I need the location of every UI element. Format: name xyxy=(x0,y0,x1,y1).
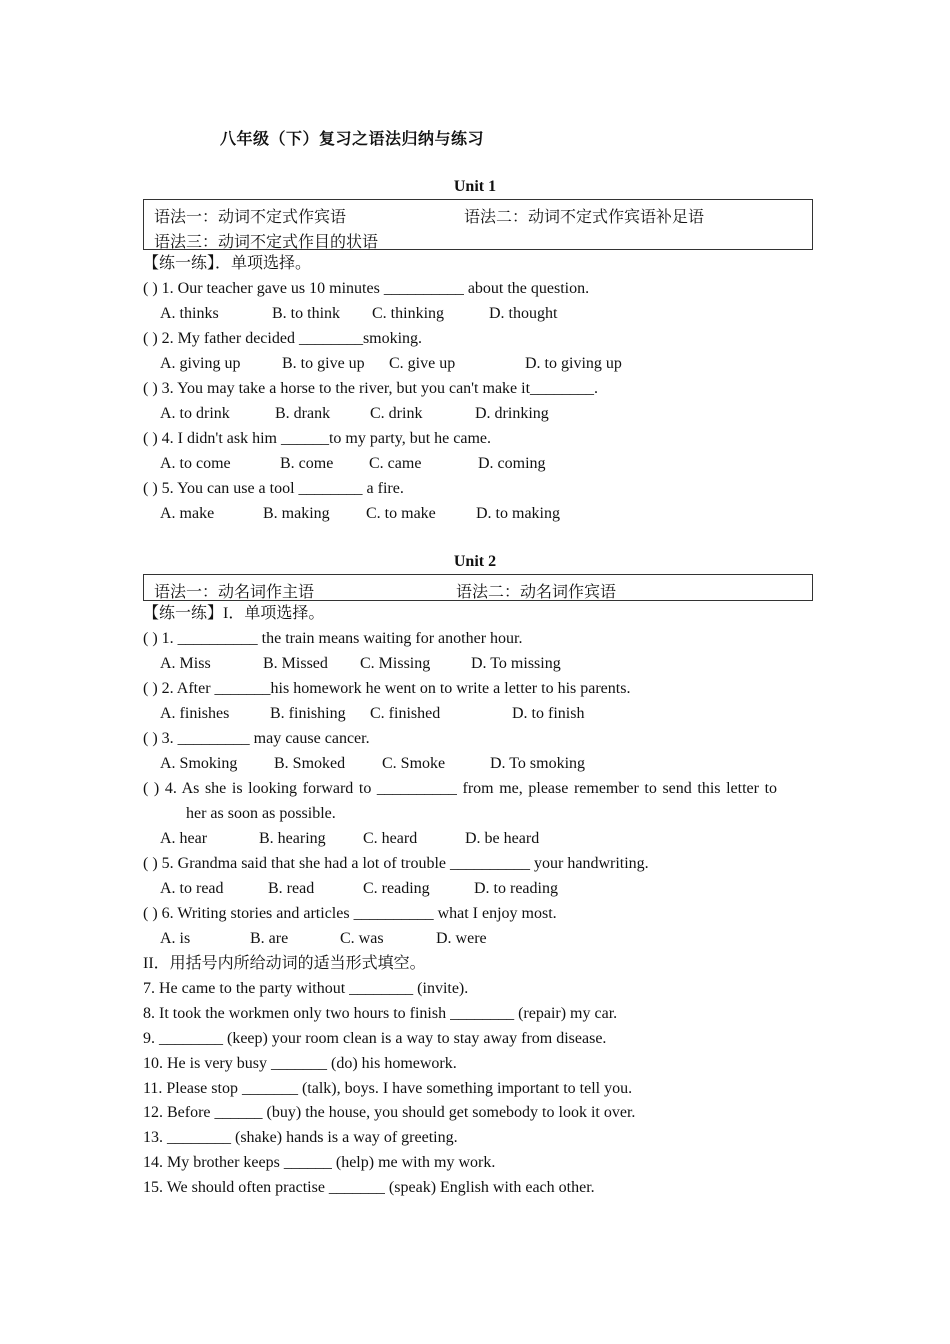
unit1-heading: Unit 1 xyxy=(453,178,497,195)
unit2-q4-opt-b: B. hearing xyxy=(259,830,326,847)
unit2-q1-opt-c: C. Missing xyxy=(360,655,431,672)
unit1-q5-opt-c: C. to make xyxy=(366,505,436,522)
unit2-q1-opt-b: B. Missed xyxy=(263,655,328,672)
fill-item-9: 9. ________ (keep) your room clean is a way to stay away from disease. xyxy=(143,1030,607,1047)
unit1-grammar-box xyxy=(143,199,813,250)
unit1-q4: ( ) 4. I didn't ask him ______to my party, but he came. xyxy=(143,430,491,447)
unit2-q5: ( ) 5. Grandma said that she had a lot of trouble __________ your handwriting. xyxy=(143,855,649,872)
unit2-q2-opt-d: D. to finish xyxy=(512,705,585,722)
unit2-q6-opt-b: B. are xyxy=(250,930,289,947)
unit2-q6-opt-a: A. is xyxy=(160,930,191,947)
unit1-q5: ( ) 5. You can use a tool ________ a fire. xyxy=(143,480,404,497)
fill-item-12: 12. Before ______ (buy) the house, you should get somebody to look it over. xyxy=(143,1104,636,1121)
fill-item-15: 15. We should often practise _______ (speak) English with each other. xyxy=(143,1179,595,1196)
unit2-q1-opt-a: A. Miss xyxy=(160,655,211,672)
unit1-q4-opt-d: D. coming xyxy=(478,455,546,472)
unit1-q3-opt-a: A. to drink xyxy=(160,405,230,422)
unit2-q3-opt-c: C. Smoke xyxy=(382,755,446,772)
unit2-q5-opt-b: B. read xyxy=(268,880,315,897)
unit2-heading: Unit 2 xyxy=(453,553,497,570)
unit1-q1-opt-a: A. thinks xyxy=(160,305,219,322)
unit1-practice-label: 【练一练】．单项选择。 xyxy=(143,255,312,272)
unit1-grammar-2: 语法二：动词不定式作宾语补足语 xyxy=(464,209,705,226)
unit2-q6: ( ) 6. Writing stories and articles __________ what I enjoy most. xyxy=(143,905,557,922)
fill-item-10: 10. He is very busy _______ (do) his homework. xyxy=(143,1055,457,1072)
unit1-q4-opt-a: A. to come xyxy=(160,455,231,472)
unit1-q1-opt-c: C. thinking xyxy=(372,305,445,322)
unit1-q2-opt-d: D. to giving up xyxy=(525,355,622,372)
unit1-q1: ( ) 1. Our teacher gave us 10 minutes __________ about the question. xyxy=(143,280,590,297)
unit1-q5-opt-d: D. to making xyxy=(476,505,560,522)
unit1-grammar-3: 语法三：动词不定式作目的状语 xyxy=(154,234,379,251)
unit2-q1-opt-d: D. To missing xyxy=(471,655,561,672)
unit2-part2-label: II．用括号内所给动词的适当形式填空。 xyxy=(143,955,426,972)
unit2-grammar-1: 语法一：动名词作主语 xyxy=(154,584,315,601)
unit1-q5-opt-b: B. making xyxy=(263,505,330,522)
unit2-q4-line2: her as soon as possible. xyxy=(186,805,336,822)
unit1-q3-opt-d: D. drinking xyxy=(475,405,549,422)
unit1-q2-opt-c: C. give up xyxy=(389,355,456,372)
unit2-q5-opt-c: C. reading xyxy=(363,880,430,897)
unit2-q5-opt-a: A. to read xyxy=(160,880,224,897)
unit2-q3-opt-d: D. To smoking xyxy=(490,755,586,772)
unit1-q4-opt-b: B. come xyxy=(280,455,334,472)
unit2-q3-opt-a: A. Smoking xyxy=(160,755,238,772)
fill-item-14: 14. My brother keeps ______ (help) me with my work. xyxy=(143,1154,496,1171)
unit2-q4-opt-a: A. hear xyxy=(160,830,208,847)
unit1-q2-opt-b: B. to give up xyxy=(282,355,365,372)
unit2-q4-opt-d: D. be heard xyxy=(465,830,540,847)
unit1-q1-opt-b: B. to think xyxy=(272,305,341,322)
unit2-q1: ( ) 1. __________ the train means waiting for another hour. xyxy=(143,630,523,647)
unit2-q6-opt-c: C. was xyxy=(340,930,384,947)
unit2-q3: ( ) 3. _________ may cause cancer. xyxy=(143,730,370,747)
fill-item-7: 7. He came to the party without ________ (invite). xyxy=(143,980,469,997)
fill-item-8: 8. It took the workmen only two hours to finish ________ (repair) my car. xyxy=(143,1005,618,1022)
unit2-q4-opt-c: C. heard xyxy=(363,830,418,847)
unit1-q3: ( ) 3. You may take a horse to the river, but you can't make it________. xyxy=(143,380,599,397)
unit2-q2: ( ) 2. After _______his homework he went on to write a letter to his parents. xyxy=(143,680,631,697)
unit2-practice-label: 【练一练】I．单项选择。 xyxy=(143,605,325,622)
unit1-q3-opt-b: B. drank xyxy=(275,405,331,422)
fill-item-13: 13. ________ (shake) hands is a way of greeting. xyxy=(143,1129,458,1146)
unit1-q3-opt-c: C. drink xyxy=(370,405,423,422)
unit2-q4-line1: ( ) 4. As she is looking forward to __________ from me, please remember to send this letter to xyxy=(143,780,778,797)
unit1-q2: ( ) 2. My father decided ________smoking. xyxy=(143,330,423,347)
unit1-q5-opt-a: A. make xyxy=(160,505,215,522)
page-title: 八年级（下）复习之语法归纳与练习 xyxy=(220,131,485,148)
unit1-q1-opt-d: D. thought xyxy=(489,305,558,322)
unit2-q6-opt-d: D. were xyxy=(436,930,487,947)
unit2-grammar-box xyxy=(143,574,813,601)
unit1-q4-opt-c: C. came xyxy=(369,455,422,472)
unit2-q3-opt-b: B. Smoked xyxy=(274,755,346,772)
unit2-q5-opt-d: D. to reading xyxy=(474,880,558,897)
unit2-q2-opt-b: B. finishing xyxy=(270,705,346,722)
unit2-q2-opt-c: C. finished xyxy=(370,705,441,722)
unit1-q2-opt-a: A. giving up xyxy=(160,355,241,372)
unit2-q2-opt-a: A. finishes xyxy=(160,705,230,722)
unit1-grammar-1: 语法一：动词不定式作宾语 xyxy=(154,209,347,226)
fill-item-11: 11. Please stop _______ (talk), boys. I have something important to tell you. xyxy=(143,1080,633,1097)
unit2-grammar-2: 语法二：动名词作宾语 xyxy=(456,584,617,601)
